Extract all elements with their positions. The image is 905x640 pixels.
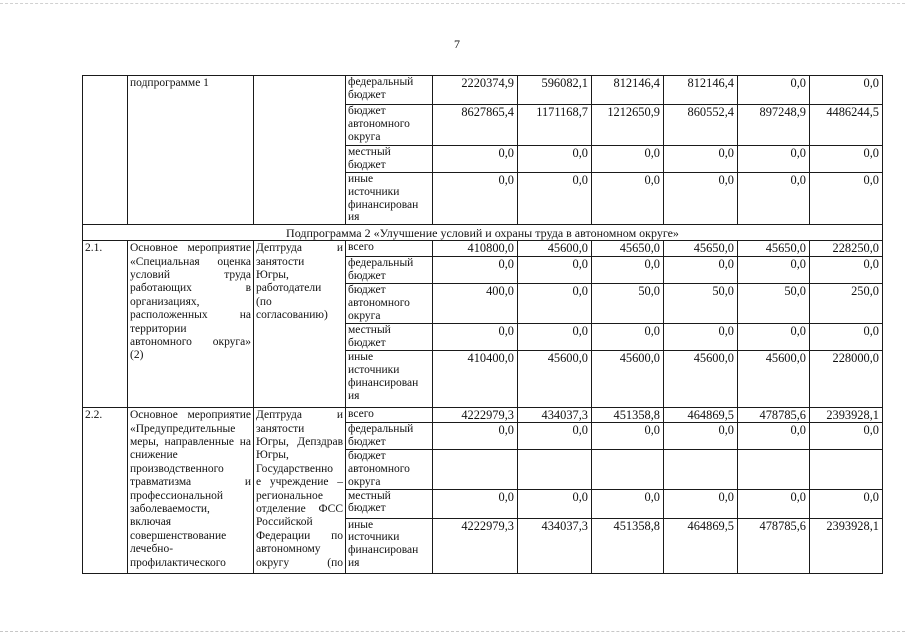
value-cell: 0,0 <box>810 423 883 450</box>
value-cell: 50,0 <box>592 284 664 324</box>
value-cell: 4486244,5 <box>810 105 883 146</box>
funding-source-cell <box>346 518 433 573</box>
activity-executor-line: региональное <box>256 489 323 502</box>
budget-table-body <box>83 76 883 574</box>
activity-executor-line: Российской <box>256 516 313 529</box>
funding-source-line: иные <box>348 518 374 531</box>
funding-source-line: ия <box>348 556 360 569</box>
value-cell: 0,0 <box>664 173 738 225</box>
value-cell: 0,0 <box>592 423 664 450</box>
funding-source-line: бюджет <box>348 502 386 515</box>
activity-number-cell: 2.2. <box>83 408 128 573</box>
table-row <box>83 76 883 105</box>
activity-description-line: работающих в <box>130 282 251 295</box>
value-cell: 45600,0 <box>518 241 592 257</box>
activity-description-line: «Специальная оценка <box>130 255 251 268</box>
value-cell: 0,0 <box>518 284 592 324</box>
value-cell: 1171168,7 <box>518 105 592 146</box>
value-cell <box>592 450 664 489</box>
subprogram-heading: Подпрограмма 2 «Улучшение условий и охраны труда в автономном округе» <box>83 225 883 241</box>
funding-source-line: финансирован <box>348 544 419 557</box>
activity-executor-cell <box>254 76 346 225</box>
funding-source-line: финансирован <box>348 376 419 389</box>
activity-description-line: подпрограмме 1 <box>130 77 209 89</box>
activity-description-line: производственного <box>130 462 224 475</box>
funding-source-cell <box>346 423 433 450</box>
value-cell: 45650,0 <box>738 241 810 257</box>
value-cell: 228250,0 <box>810 241 883 257</box>
activity-description-line: совершенствование <box>130 529 227 542</box>
activity-executor-cell <box>254 241 346 408</box>
funding-source-line: федеральный <box>348 76 414 88</box>
funding-source-line: бюджет <box>348 105 386 117</box>
value-cell: 0,0 <box>592 146 664 173</box>
value-cell <box>664 450 738 489</box>
value-cell: 451358,8 <box>592 408 664 423</box>
value-cell <box>738 450 810 489</box>
value-cell: 451358,8 <box>592 518 664 573</box>
funding-source-line: ия <box>348 211 360 224</box>
value-cell: 0,0 <box>592 173 664 225</box>
activity-description-line: организациях, <box>130 295 200 308</box>
funding-source-line: федеральный <box>348 257 414 270</box>
value-cell: 0,0 <box>738 173 810 225</box>
activity-description-line: территории <box>130 322 187 335</box>
funding-source-line: округа <box>348 475 381 488</box>
funding-source-line: бюджет <box>348 88 386 101</box>
activity-description-line: Основное мероприятие <box>130 409 251 422</box>
activity-description-line: автономного округа» <box>130 336 251 349</box>
value-cell: 1212650,9 <box>592 105 664 146</box>
activity-number-cell <box>83 76 128 225</box>
value-cell: 0,0 <box>738 257 810 284</box>
value-cell: 45600,0 <box>738 351 810 408</box>
value-cell: 228000,0 <box>810 351 883 408</box>
funding-source-line: местный <box>348 146 391 158</box>
value-cell: 50,0 <box>738 284 810 324</box>
value-cell: 478785,6 <box>738 518 810 573</box>
activity-executor-line: (по <box>256 295 272 308</box>
value-cell: 812146,4 <box>592 76 664 105</box>
value-cell: 464869,5 <box>664 408 738 423</box>
value-cell <box>433 450 518 489</box>
activity-executor-line: Югры, Депздрав <box>256 436 343 448</box>
activity-executor-line: занятости <box>256 422 305 435</box>
activity-description-line: «Предупредительные <box>130 422 236 435</box>
value-cell <box>518 450 592 489</box>
value-cell <box>810 450 883 489</box>
funding-source-line: иные <box>348 351 374 364</box>
funding-source-line: источники <box>348 185 400 198</box>
value-cell: 45600,0 <box>518 351 592 408</box>
value-cell: 0,0 <box>433 324 518 351</box>
funding-source-line: бюджет <box>348 450 386 463</box>
activity-executor-cell <box>254 408 346 573</box>
funding-source-line: ия <box>348 389 360 402</box>
value-cell: 0,0 <box>433 423 518 450</box>
funding-source-cell <box>346 146 433 173</box>
value-cell: 434037,3 <box>518 518 592 573</box>
activity-description-line: включая <box>130 516 172 529</box>
value-cell: 0,0 <box>810 146 883 173</box>
value-cell: 8627865,4 <box>433 105 518 146</box>
value-cell: 0,0 <box>518 146 592 173</box>
value-cell: 0,0 <box>518 489 592 518</box>
activity-description-line: профилактического <box>130 556 226 569</box>
activity-executor-line: Дептруда и <box>256 242 343 255</box>
table-row <box>83 225 883 241</box>
activity-description-line: условий труда <box>130 269 251 281</box>
funding-source-line: источники <box>348 531 400 544</box>
activity-executor-line: Государственно <box>256 462 334 475</box>
activity-description-line: расположенных на <box>130 309 251 322</box>
value-cell: 0,0 <box>810 76 883 105</box>
value-cell: 0,0 <box>738 324 810 351</box>
value-cell: 4222979,3 <box>433 518 518 573</box>
activity-executor-line: Югры, <box>256 269 289 281</box>
activity-description-cell <box>128 241 254 408</box>
value-cell: 0,0 <box>738 76 810 105</box>
value-cell: 812146,4 <box>664 76 738 105</box>
funding-source-line: автономного <box>348 117 410 130</box>
scan-edge-top <box>0 3 905 4</box>
value-cell: 0,0 <box>518 423 592 450</box>
activity-description-line: травматизма и <box>130 476 251 489</box>
activity-description-cell <box>128 76 254 225</box>
funding-source-cell <box>346 489 433 518</box>
table-row <box>83 241 883 257</box>
funding-source-cell <box>346 450 433 489</box>
value-cell: 0,0 <box>738 146 810 173</box>
value-cell: 45650,0 <box>592 241 664 257</box>
funding-source-line: всего <box>348 241 374 254</box>
value-cell: 0,0 <box>810 489 883 518</box>
funding-source-line: иные <box>348 173 374 185</box>
funding-source-cell <box>346 257 433 284</box>
activity-executor-line: Югры, <box>256 449 289 462</box>
activity-description-cell <box>128 408 254 573</box>
activity-executor-line: Федерации по <box>256 529 343 542</box>
value-cell: 897248,9 <box>738 105 810 146</box>
activity-executor-line: работодатели <box>256 282 322 295</box>
value-cell: 464869,5 <box>664 518 738 573</box>
funding-source-cell <box>346 173 433 225</box>
funding-source-cell <box>346 324 433 351</box>
value-cell: 0,0 <box>810 173 883 225</box>
funding-source-cell <box>346 76 433 105</box>
scan-edge-bottom <box>0 631 905 632</box>
funding-source-line: источники <box>348 363 400 376</box>
value-cell: 0,0 <box>664 489 738 518</box>
funding-source-line: бюджет <box>348 435 386 448</box>
activity-number-cell: 2.1. <box>83 241 128 408</box>
activity-description-line: меры, направленные на <box>130 436 251 448</box>
value-cell: 0,0 <box>433 173 518 225</box>
value-cell: 0,0 <box>433 489 518 518</box>
value-cell: 45600,0 <box>664 351 738 408</box>
value-cell: 0,0 <box>664 146 738 173</box>
funding-source-cell <box>346 351 433 408</box>
funding-source-line: финансирован <box>348 198 419 211</box>
activity-description-line: заболеваемости, <box>130 503 210 516</box>
funding-source-line: округа <box>348 130 381 143</box>
table-row <box>83 408 883 423</box>
funding-source-cell <box>346 408 433 423</box>
activity-description-line: профессиональной <box>130 489 224 502</box>
value-cell: 0,0 <box>664 257 738 284</box>
activity-executor-line: отделение ФСС <box>256 503 343 516</box>
activity-executor-line: занятости <box>256 255 305 268</box>
funding-source-line: автономного <box>348 462 410 475</box>
funding-source-line: округа <box>348 309 381 322</box>
value-cell: 410800,0 <box>433 241 518 257</box>
value-cell: 0,0 <box>738 423 810 450</box>
funding-source-line: бюджет <box>348 158 386 171</box>
value-cell: 50,0 <box>664 284 738 324</box>
activity-executor-line: автономному <box>256 543 321 556</box>
value-cell: 0,0 <box>810 257 883 284</box>
value-cell: 0,0 <box>433 257 518 284</box>
value-cell: 0,0 <box>810 324 883 351</box>
value-cell: 0,0 <box>518 324 592 351</box>
funding-source-line: автономного <box>348 296 410 309</box>
activity-executor-line: е учреждение – <box>256 476 343 489</box>
activity-executor-line: Дептруда и <box>256 409 343 422</box>
value-cell: 596082,1 <box>518 76 592 105</box>
value-cell: 410400,0 <box>433 351 518 408</box>
value-cell: 0,0 <box>518 173 592 225</box>
value-cell: 0,0 <box>592 489 664 518</box>
funding-source-line: бюджет <box>348 284 386 297</box>
activity-executor-line: согласованию) <box>256 309 328 322</box>
funding-source-line: федеральный <box>348 423 414 436</box>
activity-description-line: Основное мероприятие <box>130 242 251 255</box>
value-cell: 45650,0 <box>664 241 738 257</box>
value-cell: 0,0 <box>433 146 518 173</box>
value-cell: 434037,3 <box>518 408 592 423</box>
value-cell: 0,0 <box>592 257 664 284</box>
funding-source-cell <box>346 241 433 257</box>
activity-executor-line: округу (по <box>256 556 343 569</box>
value-cell: 0,0 <box>738 489 810 518</box>
funding-source-cell <box>346 105 433 146</box>
funding-source-line: местный <box>348 489 391 502</box>
value-cell: 45600,0 <box>592 351 664 408</box>
value-cell: 0,0 <box>592 324 664 351</box>
value-cell: 400,0 <box>433 284 518 324</box>
value-cell: 2220374,9 <box>433 76 518 105</box>
value-cell: 478785,6 <box>738 408 810 423</box>
page-number: 7 <box>454 37 460 51</box>
value-cell: 250,0 <box>810 284 883 324</box>
value-cell: 0,0 <box>664 324 738 351</box>
activity-description-line: лечебно- <box>130 543 174 556</box>
funding-source-line: всего <box>348 408 374 421</box>
funding-source-line: местный <box>348 324 391 337</box>
value-cell: 4222979,3 <box>433 408 518 423</box>
activity-description-line: снижение <box>130 449 178 462</box>
value-cell: 2393928,1 <box>810 408 883 423</box>
funding-source-line: бюджет <box>348 336 386 349</box>
value-cell: 2393928,1 <box>810 518 883 573</box>
value-cell: 0,0 <box>664 423 738 450</box>
value-cell: 0,0 <box>518 257 592 284</box>
funding-source-cell <box>346 284 433 324</box>
budget-table <box>82 75 883 574</box>
activity-description-line: (2) <box>130 349 144 362</box>
value-cell: 860552,4 <box>664 105 738 146</box>
funding-source-line: бюджет <box>348 269 386 282</box>
